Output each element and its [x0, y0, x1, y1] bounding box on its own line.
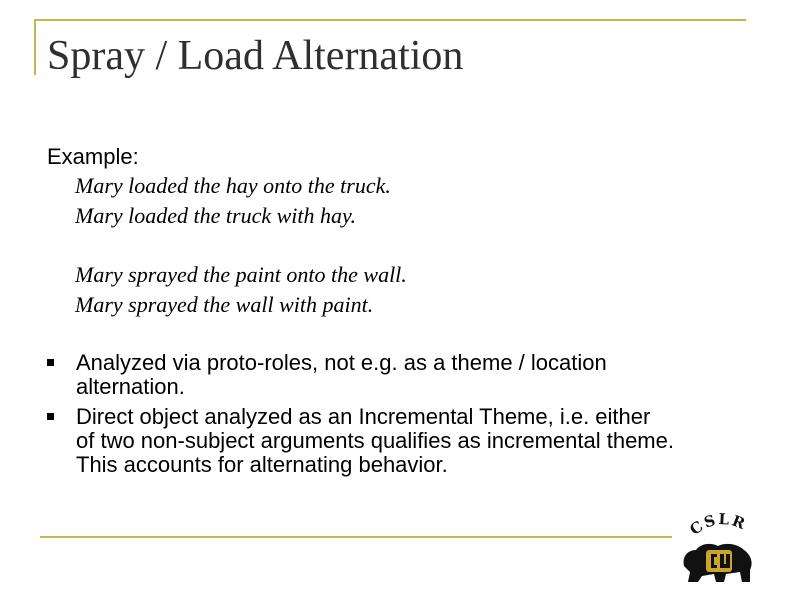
slide-title: Spray / Load Alternation: [47, 33, 464, 79]
logo-text: CSLR: [686, 510, 750, 539]
example-sentence: Mary sprayed the wall with paint.: [75, 292, 374, 317]
top-rule: [35, 19, 746, 21]
bullet-line: Analyzed via proto-roles, not e.g. as a theme / location: [76, 350, 607, 375]
bullet-line: This accounts for alternating behavior.: [76, 452, 448, 477]
bullet-line: of two non-subject arguments qualifies as incremental theme.: [76, 428, 674, 453]
bullet-marker: [47, 359, 54, 366]
example-sentence: Mary loaded the truck with hay.: [75, 203, 357, 228]
example-label: Example:: [47, 144, 139, 169]
bottom-rule: [40, 536, 672, 538]
example-sentence: Mary loaded the hay onto the truck.: [75, 173, 391, 198]
bullet-item: [76, 405, 776, 477]
bullet-line: alternation.: [76, 374, 185, 399]
left-rule: [34, 19, 36, 75]
example-sentence: Mary sprayed the paint onto the wall.: [75, 262, 407, 287]
cslr-logo: [676, 510, 760, 584]
bullet-item: [76, 351, 776, 399]
bullet-line: Direct object analyzed as an Incremental Theme, i.e. either: [76, 404, 651, 429]
bullet-marker: [47, 413, 54, 420]
